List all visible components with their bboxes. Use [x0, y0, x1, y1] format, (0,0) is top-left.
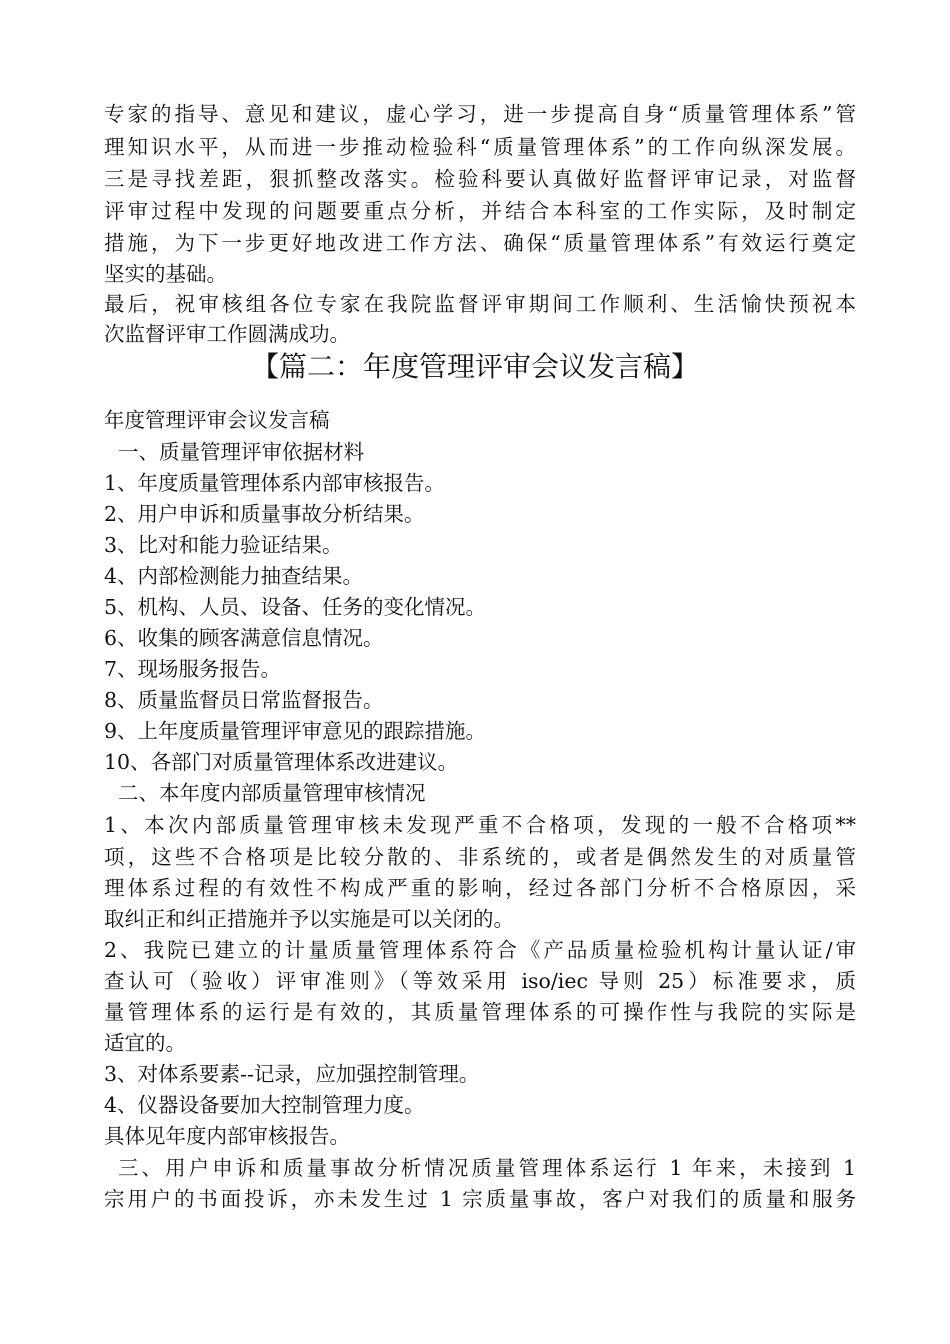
paragraph-line: 4、仪器设备要加大控制管理力度。: [104, 1093, 425, 1117]
list-item: 2、用户申诉和质量事故分析结果。: [104, 502, 425, 526]
paragraph-line: 专家的指导、意见和建议，虚心学习，进一步提高自身“质量管理体系”管: [104, 102, 856, 126]
paragraph-line: 取纠正和纠正措施并予以实施是可以关闭的。: [104, 907, 514, 931]
paragraph-line: 宗用户的书面投诉，亦未发生过 1 宗质量事故，客户对我们的质量和服务: [104, 1187, 856, 1211]
list-item: 3、比对和能力验证结果。: [104, 533, 343, 557]
list-item: 10、各部门对质量管理体系改进建议。: [104, 750, 459, 774]
list-item: 5、机构、人员、设备、任务的变化情况。: [104, 595, 487, 619]
list-item: 7、现场服务报告。: [104, 657, 282, 681]
paragraph-line: 适宜的。: [104, 1031, 186, 1055]
paragraph-line: 理知识水平，从而进一步推动检验科“质量管理体系”的工作向纵深发展。: [104, 135, 856, 159]
section-heading: 【篇二：年度管理评审会议发言稿】: [250, 350, 699, 383]
paragraph-line: 2、我院已建立的计量质量管理体系符合《产品质量检验机构计量认证/审: [104, 938, 856, 962]
section-title: 一、质量管理评审依据材料: [118, 440, 364, 464]
paragraph-line: 三、用户申诉和质量事故分析情况质量管理体系运行 1 年来，未接到 1: [118, 1156, 856, 1180]
paragraph-line: 理体系过程的有效性不构成严重的影响，经过各部门分析不合格原因，采: [104, 876, 856, 900]
list-item: 1、年度质量管理体系内部审核报告。: [104, 471, 446, 495]
paragraph-line: 三是寻找差距，狠抓整改落实。检验科要认真做好监督评审记录，对监督: [104, 167, 856, 191]
list-item: 6、收集的顾客满意信息情况。: [104, 626, 384, 650]
paragraph-line: 具体见年度内部审核报告。: [104, 1124, 350, 1148]
list-item: 8、质量监督员日常监督报告。: [104, 688, 384, 712]
paragraph-line: 1、本次内部质量管理审核未发现严重不合格项，发现的一般不合格项**: [104, 813, 856, 837]
paragraph-line: 评审过程中发现的问题要重点分析，并结合本科室的工作实际，及时制定: [104, 199, 856, 223]
paragraph-line: 查认可（验收）评审准则》（等效采用 iso/iec 导则 25）标准要求，质: [104, 969, 856, 993]
paragraph-line: 量管理体系的运行是有效的，其质量管理体系的可操作性与我院的实际是: [104, 1000, 856, 1024]
list-item: 4、内部检测能力抽查结果。: [104, 564, 364, 588]
paragraph-line: 最后，祝审核组各位专家在我院监督评审期间工作顺利、生活愉快预祝本: [104, 292, 856, 316]
paragraph-line: 坚实的基础。: [104, 262, 227, 286]
document-subtitle: 年度管理评审会议发言稿: [104, 408, 330, 432]
list-item: 9、上年度质量管理评审意见的跟踪措施。: [104, 719, 487, 743]
section-title: 二、本年度内部质量管理审核情况: [118, 781, 426, 805]
paragraph-line: 3、对体系要素--记录，应加强控制管理。: [104, 1062, 480, 1086]
paragraph-line: 措施，为下一步更好地改进工作方法、确保“质量管理体系”有效运行奠定: [104, 231, 856, 255]
paragraph-line: 次监督评审工作圆满成功。: [104, 322, 350, 346]
paragraph-line: 项，这些不合格项是比较分散的、非系统的，或者是偶然发生的对质量管: [104, 845, 856, 869]
